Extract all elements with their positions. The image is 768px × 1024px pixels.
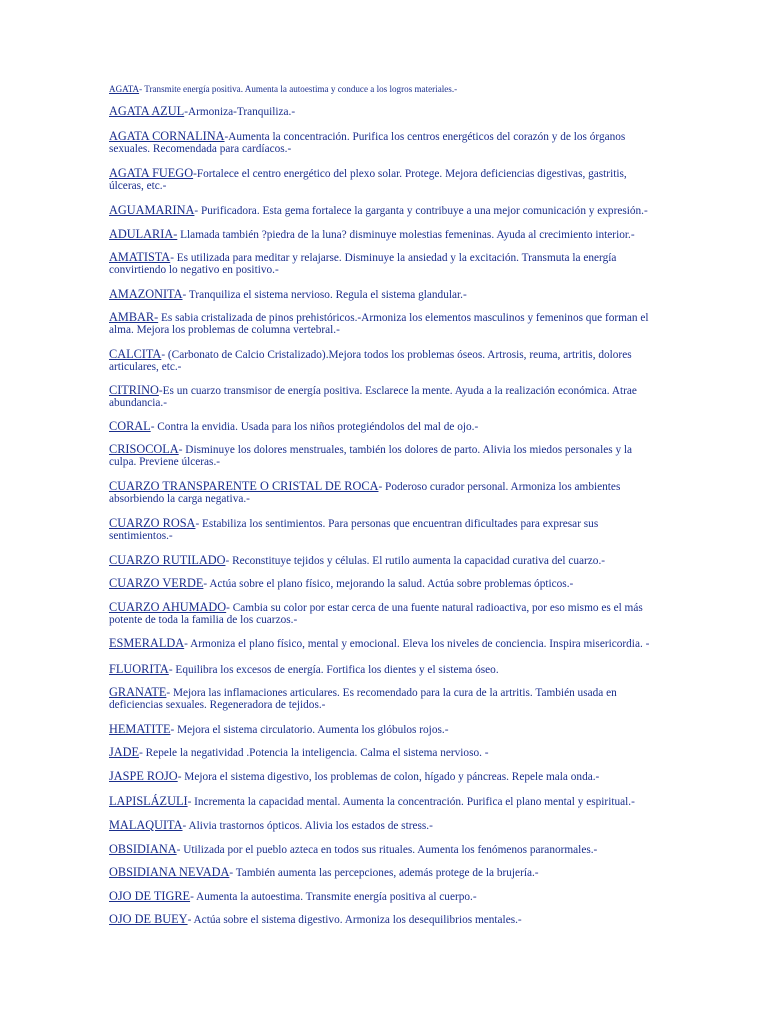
stone-entry (109, 637, 657, 650)
stone-description: - Alivia trastornos ópticos. Alivia los estados de stress.- (182, 820, 433, 832)
stone-entry (109, 843, 657, 856)
stone-description: - Es utilizada para meditar y relajarse. Disminuye la ansiedad y la excitación. Transmuta la energía convirtiendo lo negativo en positivo.- (109, 252, 617, 277)
stone-entry (109, 84, 657, 95)
stone-entry (109, 577, 657, 590)
stone-description: - Estabiliza los sentimientos. Para personas que encuentran dificultades para expresar sus sentimientos.- (109, 518, 599, 543)
stone-description: - Utilizada por el pueblo azteca en todos sus rituales. Aumenta los fenómenos paranormales.- (176, 844, 598, 856)
stone-name-link[interactable]: AGATA (109, 84, 140, 94)
stone-description: - Contra la envidia. Usada para los niños protegiéndolos del mal de ojo.- (150, 421, 479, 433)
stone-entry (109, 420, 657, 433)
stone-description: Es sabia cristalizada de pinos prehistóricos.-Armoniza los elementos masculinos y femeninos que forman el alma. Mejora los problemas de columna vertebral.- (109, 312, 649, 337)
stone-description: -Fortalece el centro energético del plexo solar. Protege. Mejora deficiencias digestivas, gastritis, úlceras, etc.- (109, 168, 627, 193)
stone-name-link[interactable]: ADULARIA- (109, 227, 178, 241)
stone-description: - Purificadora. Esta gema fortalece la garganta y contribuye a una mejor comunicación y expresión.- (194, 205, 648, 217)
stone-description: - Poderoso curador personal. Armoniza los ambientes absorbiendo la carga negativa.- (109, 481, 621, 506)
stone-entry (109, 686, 657, 712)
stone-entry (109, 480, 657, 506)
stone-entry (109, 890, 657, 903)
stone-entry (109, 130, 657, 156)
stone-name-link[interactable]: CUARZO VERDE (109, 576, 204, 590)
stone-entry (109, 554, 657, 567)
stone-description: -Es un cuarzo transmisor de energía positiva. Esclarece la mente. Ayuda a la realización económica. Atrae abundancia.- (109, 385, 637, 410)
stone-description: -Armoniza-Tranquiliza.- (184, 106, 296, 118)
stone-name-link[interactable]: CUARZO RUTILADO (109, 553, 226, 567)
stone-description: - Transmite energía positiva. Aumenta la autoestima y conduce a los logros materiales.- (139, 84, 458, 94)
stone-name-link[interactable]: AMBAR- (109, 310, 159, 324)
stone-name-link[interactable]: MALAQUITA (109, 818, 183, 832)
stone-name-link[interactable]: JADE (109, 745, 140, 759)
stone-entry (109, 746, 657, 759)
stone-name-link[interactable]: CUARZO ROSA (109, 516, 196, 530)
stone-entry (109, 105, 657, 118)
stone-description: - Disminuye los dolores menstruales, también los dolores de parto. Alivia los miedos personales y la culpa. Previene úlceras.- (109, 444, 633, 469)
stone-entry (109, 795, 657, 808)
stone-description: - Tranquiliza el sistema nervioso. Regula el sistema glandular.- (182, 289, 467, 301)
stone-entry (109, 348, 657, 374)
stone-name-link[interactable]: AMAZONITA (109, 287, 183, 301)
stone-entry (109, 167, 657, 193)
stone-name-link[interactable]: CUARZO TRANSPARENTE O CRISTAL DE ROCA (109, 479, 379, 493)
stone-entry (109, 443, 657, 469)
stone-description: - Reconstituye tejidos y células. El rutilo aumenta la capacidad curativa del cuarzo.- (225, 555, 606, 567)
stone-name-link[interactable]: FLUORITA (109, 662, 169, 676)
stone-name-link[interactable]: LAPISLÁZULI (109, 794, 188, 808)
stone-description: - Mejora las inflamaciones articulares. Es recomendado para la cura de la artritis. También usada en deficiencias sexuales. Regeneradora de tejidos.- (109, 687, 617, 712)
stone-name-link[interactable]: JASPE ROJO (109, 769, 178, 783)
stone-name-link[interactable]: AGUAMARINA (109, 203, 195, 217)
stone-entry (109, 601, 657, 627)
stone-entry (109, 866, 657, 879)
stone-name-link[interactable]: CITRINO (109, 383, 159, 397)
stone-entry (109, 384, 657, 410)
stone-description: - (Carbonato de Calcio Cristalizado).Mejora todos los problemas óseos. Artrosis, reuma, artritis, dolores articulares, etc.- (109, 349, 632, 374)
stone-name-link[interactable]: GRANATE (109, 685, 167, 699)
stone-entry (109, 288, 657, 301)
stone-entry (109, 228, 657, 241)
stone-name-link[interactable]: AGATA AZUL (109, 104, 185, 118)
stone-description: - Incrementa la capacidad mental. Aumenta la concentración. Purifica el plano mental y espiritual.- (187, 796, 635, 808)
stone-description: - Mejora el sistema digestivo, los problemas de colon, hígado y páncreas. Repele mala onda.- (177, 771, 600, 783)
stone-entry (109, 913, 657, 926)
stone-description: - Actúa sobre el sistema digestivo. Armoniza los desequilibrios mentales.- (187, 914, 522, 926)
stone-entry (109, 251, 657, 277)
stone-name-link[interactable]: OJO DE TIGRE (109, 889, 191, 903)
stone-name-link[interactable]: OJO DE BUEY (109, 912, 188, 926)
stone-name-link[interactable]: CALCITA (109, 347, 162, 361)
stone-description: - Repele la negatividad .Potencia la inteligencia. Calma el sistema nervioso. - (139, 747, 489, 759)
stone-description: - Cambia su color por estar cerca de una fuente natural radioactiva, por eso mismo es el más potente de toda la familia de los cuarzos.- (109, 602, 643, 627)
stone-name-link[interactable]: HEMATITE (109, 722, 171, 736)
stone-name-link[interactable]: ESMERALDA (109, 636, 185, 650)
stone-description: -Aumenta la concentración. Purifica los centros energéticos del corazón y de los órganos sexuales. Recomendada para cardíacos.- (109, 131, 626, 156)
stone-name-link[interactable]: AGATA FUEGO (109, 166, 194, 180)
stone-entry (109, 204, 657, 217)
stone-name-link[interactable]: CUARZO AHUMADO (109, 600, 227, 614)
stone-entry (109, 663, 657, 676)
stone-name-link[interactable]: OBSIDIANA (109, 842, 177, 856)
stone-entry (109, 770, 657, 783)
stone-name-link[interactable]: CORAL (109, 419, 151, 433)
stone-description: - Actúa sobre el plano físico, mejorando la salud. Actúa sobre problemas ópticos.- (203, 578, 574, 590)
stone-name-link[interactable]: AMATISTA (109, 250, 171, 264)
stone-description: - Equilibra los excesos de energía. Fortifica los dientes y el sistema óseo. (168, 664, 499, 676)
stone-description: - También aumenta las percepciones, además protege de la brujería.- (229, 867, 539, 879)
stone-name-link[interactable]: OBSIDIANA NEVADA (109, 865, 230, 879)
stone-description: Llamada también ?piedra de la luna? disminuye molestias femeninas. Ayuda al crecimiento interior.- (177, 229, 635, 241)
stone-name-link[interactable]: AGATA CORNALINA (109, 129, 225, 143)
stone-entry (109, 311, 657, 337)
stone-name-link[interactable]: CRISOCOLA (109, 442, 179, 456)
stone-description: - Mejora el sistema circulatorio. Aumenta los glóbulos rojos.- (170, 724, 449, 736)
stone-entry (109, 517, 657, 543)
stone-description: - Aumenta la autoestima. Transmite energía positiva al cuerpo.- (190, 891, 477, 903)
stone-entry (109, 723, 657, 736)
stone-entry (109, 819, 657, 832)
stone-description: - Armoniza el plano físico, mental y emocional. Eleva los niveles de conciencia. Inspira misericordia. - (184, 638, 650, 650)
